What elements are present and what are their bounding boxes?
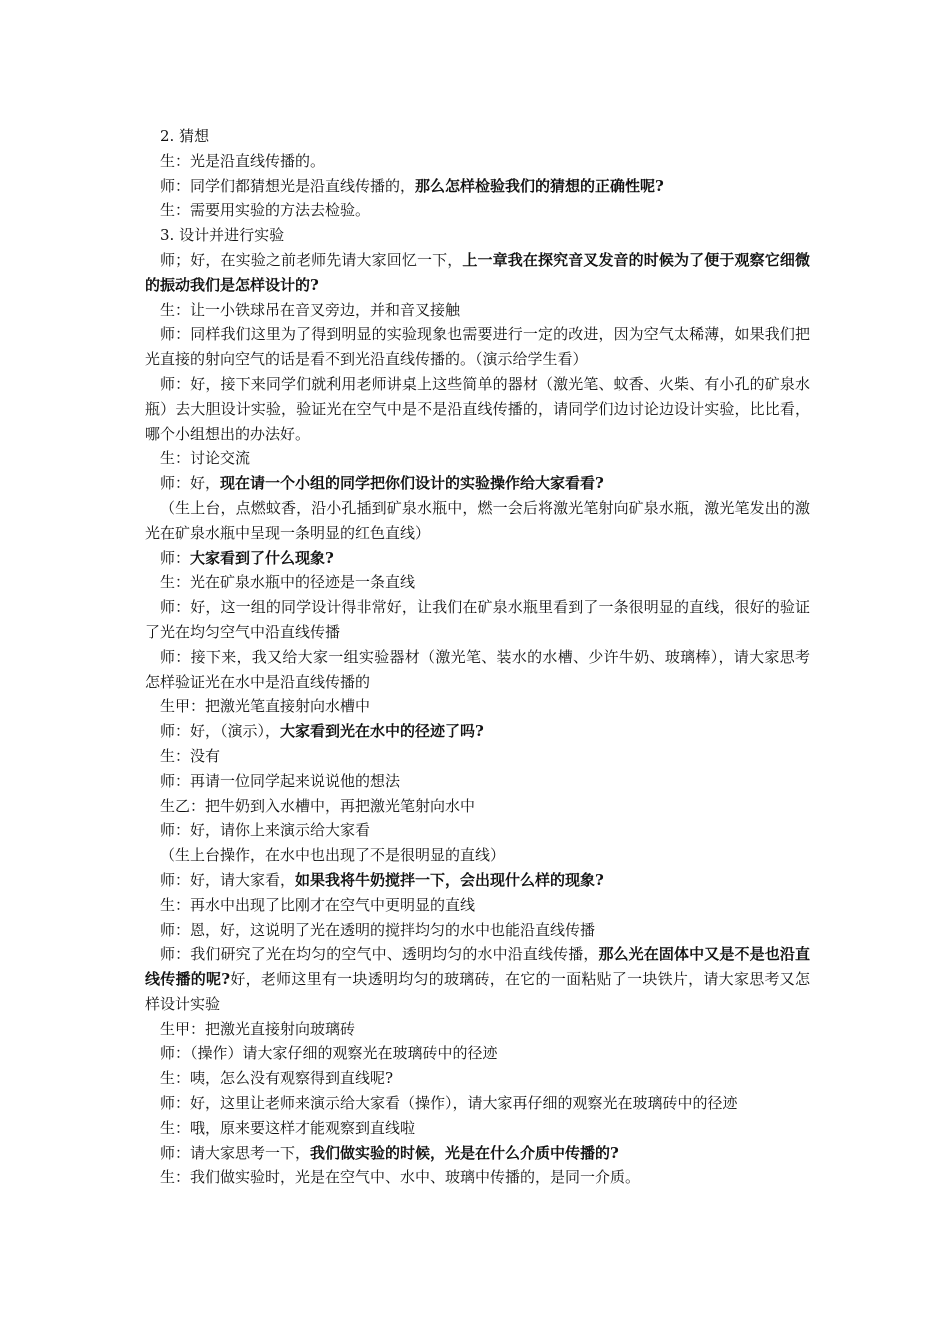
- bold-text: 大家看到了什么现象?: [190, 548, 334, 567]
- text: 生：咦，怎么没有观察得到直线呢?: [160, 1069, 394, 1088]
- bold-text: 现在请一个小组的同学把你们设计的实验操作给大家看看?: [220, 474, 604, 493]
- paragraph: [145, 769, 810, 794]
- paragraph: [145, 372, 810, 446]
- text: 生：我们做实验时，光是在空气中、水中、玻璃中传播的，是同一介质。: [160, 1168, 641, 1187]
- text: 生：讨论交流: [160, 449, 251, 468]
- paragraph: [145, 496, 810, 546]
- text: （生上台操作，在水中也出现了不是很明显的直线）: [160, 846, 506, 865]
- text: 生甲：把激光笔直接射向水槽中: [160, 697, 371, 716]
- paragraph: [145, 1017, 810, 1042]
- paragraph: [145, 843, 810, 868]
- paragraph: [145, 149, 810, 174]
- paragraph: [145, 942, 810, 1016]
- paragraph: [145, 124, 810, 149]
- paragraph: [145, 818, 810, 843]
- text: 师：好，这里让老师来演示给大家看（操作），请大家再仔细的观察光在玻璃砖中的径迹: [160, 1094, 738, 1113]
- paragraph: [145, 546, 810, 571]
- text: 生：让一小铁球吊在音叉旁边，并和音叉接触: [160, 300, 461, 319]
- paragraph: [145, 918, 810, 943]
- paragraph: [145, 1091, 810, 1116]
- paragraph: [145, 893, 810, 918]
- text: 2. 猜想: [160, 127, 210, 145]
- text: 师：好，: [160, 474, 221, 493]
- text: 师：好，（演示），: [160, 722, 281, 741]
- document-body: [145, 124, 810, 1190]
- paragraph: [145, 694, 810, 719]
- text: 生甲：把激光直接射向玻璃砖: [160, 1019, 356, 1038]
- paragraph: [145, 446, 810, 471]
- text: 师：好，这一组的同学设计得非常好，让我们在矿泉水瓶里看到了一条很明显的直线，很好的验证了光在均匀空气中沿直线传播: [145, 598, 810, 641]
- paragraph: [145, 1041, 810, 1066]
- paragraph: [145, 744, 810, 769]
- text: 师：恩，好，这说明了光在透明的搅拌均匀的水中也能沿直线传播: [160, 920, 596, 939]
- bold-text: 如果我将牛奶搅拌一下，会出现什么样的现象?: [295, 870, 604, 889]
- text: 3. 设计并进行实验: [160, 226, 285, 245]
- text: 生：没有: [160, 746, 221, 765]
- bold-text: 我们做实验的时候，光是在什么介质中传播的?: [310, 1143, 619, 1162]
- bold-text: 上一章我在探究音叉发音的时候为了便于观察它细微的振动我们是怎样设计的?: [145, 250, 810, 294]
- text: 生：光在矿泉水瓶中的径迹是一条直线: [160, 573, 416, 592]
- paragraph: [145, 322, 810, 372]
- text: 生乙：把牛奶到入水槽中，再把激光笔射向水中: [160, 796, 476, 815]
- paragraph: [145, 794, 810, 819]
- text: 师：好，请大家看，: [160, 870, 296, 889]
- text: 生：光是沿直线传播的。: [160, 151, 326, 170]
- paragraph: [145, 1141, 810, 1166]
- text: 好，老师这里有一块透明均匀的玻璃砖，在它的一面粘贴了一块铁片，请大家思考又怎样设计实验: [145, 970, 810, 1013]
- paragraph: [145, 198, 810, 223]
- paragraph: [145, 248, 810, 298]
- text: 师：再请一位同学起来说说他的想法: [160, 771, 401, 790]
- text: 生：哦，原来要这样才能观察到直线啦: [160, 1118, 416, 1137]
- text: 生：再水中出现了比刚才在空气中更明显的直线: [160, 895, 476, 914]
- paragraph: [145, 1116, 810, 1141]
- bold-text: 大家看到光在水中的径迹了吗?: [280, 722, 484, 741]
- paragraph: [145, 868, 810, 893]
- paragraph: [145, 174, 810, 199]
- paragraph: [145, 1165, 810, 1190]
- text: 师：接下来，我又给大家一组实验器材（激光笔、装水的水槽、少许牛奶、玻璃棒），请大家思考怎样验证光在水中是沿直线传播的: [145, 647, 810, 691]
- paragraph: [145, 595, 810, 645]
- text: 师：好，接下来同学们就利用老师讲桌上这些简单的器材（激光笔、蚊香、火柴、有小孔的矿泉水瓶）去大胆设计实验，验证光在空气中是不是沿直线传播的，请同学们边讨论边设计实验，比比看，哪个小组想出的办法好。: [145, 374, 810, 443]
- paragraph: [145, 1066, 810, 1091]
- text: 师：同学们都猜想光是沿直线传播的，: [160, 176, 416, 195]
- text: 师：我们研究了光在均匀的空气中、透明均匀的水中沿直线传播，: [160, 945, 599, 964]
- paragraph: [145, 298, 810, 323]
- text: （生上台，点燃蚊香，沿小孔插到矿泉水瓶中，燃一会后将激光笔射向矿泉水瓶，激光笔发出的激光在矿泉水瓶中呈现一条明显的红色直线）: [145, 498, 810, 542]
- paragraph: [145, 223, 810, 248]
- paragraph: [145, 645, 810, 695]
- text: 师：: [160, 548, 191, 567]
- bold-text: 那么光在固体中又是不是也沿直线传播的呢?: [145, 945, 810, 989]
- text: 师：（操作）请大家仔细的观察光在玻璃砖中的径迹: [160, 1044, 498, 1063]
- text: 生：需要用实验的方法去检验。: [160, 201, 371, 220]
- paragraph: [145, 570, 810, 595]
- paragraph: [145, 719, 810, 744]
- text: 师：请大家思考一下，: [160, 1143, 311, 1162]
- text: 师：好，请你上来演示给大家看: [160, 821, 371, 840]
- text: 师：同样我们这里为了得到明显的实验现象也需要进行一定的改进，因为空气太稀薄，如果我们把光直接的射向空气的话是看不到光沿直线传播的。（演示给学生看）: [145, 325, 810, 369]
- text: 师；好，在实验之前老师先请大家回忆一下，: [160, 250, 463, 269]
- bold-text: 那么怎样检验我们的猜想的正确性呢?: [415, 176, 664, 195]
- paragraph: [145, 471, 810, 496]
